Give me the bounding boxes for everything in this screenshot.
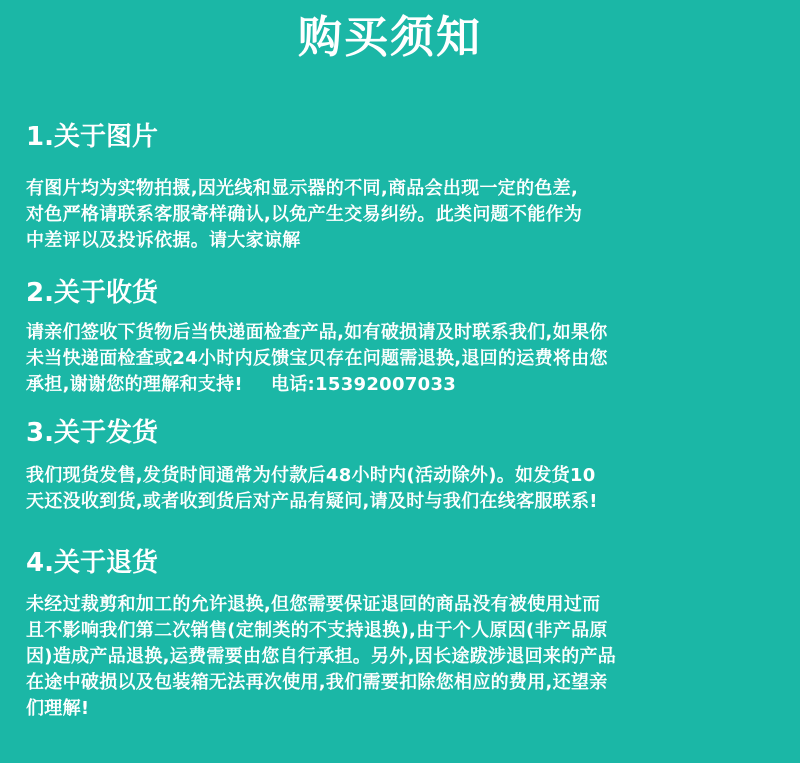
section-line: 天还没收到货,或者收到货后对产品有疑问,请及时与我们在线客服联系! [26,491,598,512]
section-line: 因)造成产品退换,运费需要由您自行承担。另外,因长途跋涉退回来的产品 [26,646,617,667]
section-line: 且不影响我们第二次销售(定制类的不支持退换),由于个人原因(非产品原 [26,620,608,641]
page-title: 购买须知 [298,12,482,63]
phone-number: 电话:15392007033 [270,374,457,395]
section-line: 我们现货发售,发货时间通常为付款后48小时内(活动除外)。如发货10 [26,465,596,486]
section-line: 未当快递面检查或24小时内反馈宝贝存在问题需退换,退回的运费将由您 [26,348,608,369]
section-line [26,372,776,398]
section-body-shipping [26,463,776,515]
section-body-returns [26,592,776,722]
section-line: 在途中破损以及包装箱无法再次使用,我们需要扣除您相应的费用,还望亲 [26,672,608,693]
section-line: 有图片均为实物拍摄,因光线和显示器的不同,商品会出现一定的色差, [26,178,579,199]
section-line: 中差评以及投诉依据。请大家谅解 [26,230,301,251]
section-line-text: 承担,谢谢您的理解和支持! [26,374,243,395]
section-heading-receiving: 2.关于收货 [26,278,158,308]
section-body-pictures [26,176,776,254]
section-line: 对色严格请联系客服寄样确认,以免产生交易纠纷。此类问题不能作为 [26,204,583,225]
section-heading-pictures: 1.关于图片 [26,122,158,152]
section-line: 未经过裁剪和加工的允许退换,但您需要保证退回的商品没有被使用过而 [26,594,601,615]
section-line: 们理解! [26,698,90,719]
section-body-receiving [26,320,776,398]
section-line: 请亲们签收下货物后当快递面检查产品,如有破损请及时联系我们,如果你 [26,322,608,343]
section-heading-shipping: 3.关于发货 [26,418,158,448]
section-heading-returns: 4.关于退货 [26,548,158,578]
